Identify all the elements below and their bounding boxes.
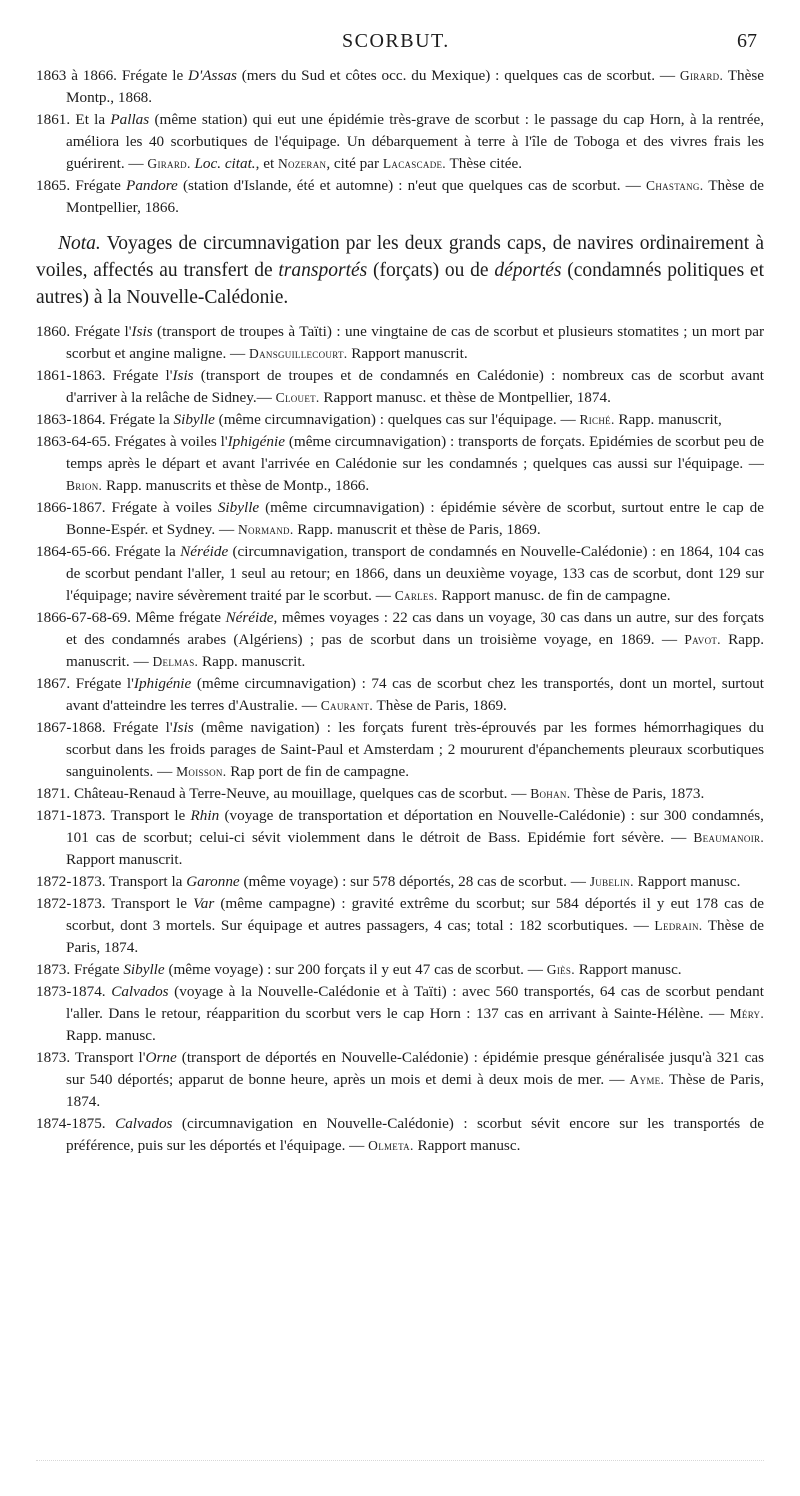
entry-text: Frégate l' xyxy=(112,367,173,384)
entry-text: Rapport manusc. xyxy=(633,873,741,890)
ship-name: Pandore xyxy=(126,177,178,194)
entry-text: Rapport manuscrit. xyxy=(66,851,183,868)
author-name: Giès. xyxy=(546,962,575,977)
ship-name: Isis xyxy=(172,367,194,384)
entry-paragraph xyxy=(36,1113,764,1157)
entry-year: 1873. xyxy=(36,1049,71,1066)
entry-year: 1871-1873. xyxy=(36,807,106,824)
author-name: Clouet. xyxy=(275,390,320,405)
entry-paragraph xyxy=(36,175,764,219)
entry-year: 1864-65-66. xyxy=(36,543,111,560)
entry-year: 1871. xyxy=(36,785,71,802)
entry-text: Transport le xyxy=(110,807,191,824)
ship-name: Orne xyxy=(145,1049,177,1066)
ship-name: Iphigénie xyxy=(227,433,285,450)
entry-paragraph xyxy=(36,893,764,959)
entry-text: (mers du Sud et côtes occ. du Mexique) : quelques cas de scorbut. — xyxy=(236,67,680,84)
entry-text: (même circumnavigation) : quelques cas sur l'équipage. — xyxy=(214,411,580,428)
entry-paragraph xyxy=(36,607,764,673)
nota-paragraph xyxy=(36,230,764,311)
page-number: 67 xyxy=(737,30,757,52)
entry-text: (même circumnavigation) : épidémie sévère de scorbut, surtout entre le cap de Bonne-Espér. et Sydney. — xyxy=(66,499,765,538)
author-name: Olmeta. xyxy=(368,1138,414,1153)
entry-text: (condamnés politiques et autres) à la Nouvelle-Calédonie. xyxy=(36,260,765,308)
author-name: Ledrain. xyxy=(654,918,703,933)
entry-text: Rapp. manuscrit et thèse de Paris, 1869. xyxy=(293,521,541,538)
author-name: Beaumanoir. xyxy=(693,830,764,845)
ship-name: Sibylle xyxy=(123,961,165,978)
entry-year: 1866-1867. xyxy=(36,499,106,516)
entry-text: Rapp. manusc. xyxy=(66,1027,156,1044)
entry-year: 1873-1874. xyxy=(36,983,106,1000)
entry-text: Frégate à voiles xyxy=(111,499,218,516)
entry-year: 1874-1875. xyxy=(36,1115,106,1132)
entry-text: (circumnavigation en Nouvelle-Calédonie) : scorbut sévit encore sur les transportés de préférence, puis sur les déportés et l'équipage. — xyxy=(66,1115,765,1154)
nota-text xyxy=(36,233,764,308)
author-name: Caurant. xyxy=(320,698,373,713)
ship-name: Sibylle xyxy=(173,411,215,428)
entry-text: (voyage de transportation et déportation en Nouvelle-Calédonie) : sur 300 condamnés, 101 cas de scorbut; celui-ci sévit violemment dans le détroit de Bass. Epidémie fort sévère. — xyxy=(66,807,764,846)
ship-name: Calvados xyxy=(111,983,169,1000)
entry-text: (circumnavigation, transport de condamnés en Nouvelle-Calédonie) : en 1864, 104 cas de scorbut pendant l'aller, 1 seul au retour; en 1866, dans un deuxième voyage, 133 cas de scorbut, dont 129 sur l'équipage; navire sévèrement traité par le scorbut. — xyxy=(66,543,764,604)
entry-text: Frégate l' xyxy=(75,675,134,692)
entry-text: Frégate l' xyxy=(112,719,173,736)
entry-text: Rapp. manuscrit. — xyxy=(66,631,764,670)
entry-text: Thèse citée. xyxy=(445,155,523,172)
entry-paragraph xyxy=(36,871,764,893)
page-body xyxy=(36,65,764,1157)
entry-year: 1863-64-65. xyxy=(36,433,111,450)
entry-paragraph xyxy=(36,65,764,109)
entry-text: (transport de troupes et de condamnés en Calédonie) : nombreux cas de scorbut avant d'arriver à la relâche de Sidney.— xyxy=(66,367,765,406)
entry-text: (même voyage) : sur 200 forçats il y eut 47 cas de scorbut. — xyxy=(164,961,547,978)
entry-text: Rapp. manuscrit. xyxy=(198,653,306,670)
entry-paragraph xyxy=(36,981,764,1047)
entry-text: Frégate le xyxy=(121,67,189,84)
entry-text: Thèse de Montpellier, 1866. xyxy=(66,177,765,216)
entry-year: 1867-1868. xyxy=(36,719,106,736)
author-name: Normand. xyxy=(237,522,294,537)
entry-text: (même circumnavigation) : transports de forçats. Epidémies de scorbut peu de temps après le départ et avant l'arrivée en Calédonie sur les condamnés ; quelques cas aussi sur l'équipage. — xyxy=(66,433,764,472)
author-name: Dansguillecourt. xyxy=(249,346,348,361)
author-name: Brion. xyxy=(66,478,103,493)
entry-paragraph xyxy=(36,497,764,541)
entry-year: 1872-1873. xyxy=(36,873,106,890)
ship-name: Néréide xyxy=(180,543,229,560)
entry-text: , cité par xyxy=(326,155,383,172)
author-name: Riché. xyxy=(579,412,615,427)
entry-text: Transport le xyxy=(111,895,194,912)
author-name: Jubelin. xyxy=(589,874,634,889)
entry-text: Frégate l' xyxy=(74,323,132,340)
entry-text: (transport de déportés en Nouvelle-Calédonie) : épidémie presque généralisée jusqu'à 321 cas sur 540 déportés; apparut de bonne heure, après un mois et demi à deux mois de mer. — xyxy=(66,1049,764,1088)
author-name: Méry. xyxy=(729,1006,764,1021)
entry-year: 1865. xyxy=(36,177,71,194)
entry-text: Thèse de Paris, 1873. xyxy=(570,785,705,802)
entry-text: Voyages de circumnavigation par les deux grands caps, de navires ordinairement à voiles, affectés au transfert de xyxy=(36,233,764,281)
running-title: SCORBUT. xyxy=(342,30,450,52)
entry-text: Frégate xyxy=(75,177,127,194)
ship-name: déportés xyxy=(494,260,562,281)
ship-name: Sibylle xyxy=(217,499,260,516)
entry-text: Frégate la xyxy=(114,543,181,560)
entry-text: (même voyage) : sur 578 déportés, 28 cas de scorbut. — xyxy=(239,873,590,890)
author-name: Nozeran xyxy=(277,156,327,171)
entry-paragraph xyxy=(36,109,764,175)
entry-text: Transport la xyxy=(109,873,187,890)
entry-text: Rap port de fin de campagne. xyxy=(226,763,410,780)
entry-year: 1863 à 1866. xyxy=(36,67,117,84)
author-name: Moisson. xyxy=(176,764,227,779)
entry-paragraph xyxy=(36,805,764,871)
author-name: Girard. xyxy=(147,156,191,171)
entry-text: Et la xyxy=(75,111,111,128)
ship-name: D'Assas xyxy=(188,67,237,84)
entries-list-top xyxy=(36,65,764,219)
ship-name: Var xyxy=(193,895,215,912)
author-name: Bohan. xyxy=(530,786,571,801)
entry-year: 1863-1864. xyxy=(36,411,106,428)
entry-paragraph xyxy=(36,409,764,431)
entry-paragraph xyxy=(36,717,764,783)
entry-paragraph xyxy=(36,541,764,607)
entry-year: 1873. xyxy=(36,961,71,978)
entry-year: 1867. xyxy=(36,675,71,692)
entry-text: (transport de troupes à Taïti) : une vingtaine de cas de scorbut et plusieurs stomatites ; un mort par scorbut et angine maligne. — xyxy=(66,323,765,362)
entry-text: Rapport manuscrit. xyxy=(347,345,468,362)
entry-text: Frégates à voiles l' xyxy=(114,433,228,450)
entry-year: 1872-1873. xyxy=(36,895,106,912)
running-header xyxy=(0,30,800,56)
entry-year: 1861. xyxy=(36,111,71,128)
entry-text: Rapport manusc. et thèse de Montpellier, 1874. xyxy=(319,389,611,406)
entry-paragraph xyxy=(36,431,764,497)
entry-text: Château-Renaud à Terre-Neuve, au mouillage, quelques cas de scorbut. — xyxy=(73,785,531,802)
ship-name: Isis xyxy=(131,323,153,340)
entry-text: (station d'Islande, été et automne) : n'eut que quelques cas de scorbut. — xyxy=(177,177,647,194)
entries-list-bottom xyxy=(36,321,764,1157)
author-name: Ayme. xyxy=(629,1072,665,1087)
entry-text: , mêmes voyages : 22 cas dans un voyage, 30 cas dans un autre, sur des forçats et des condamnés arabes (Algériens) ; pas de scorbut dans un troisième voyage, en 1869. — xyxy=(66,609,764,648)
ship-name: transportés xyxy=(278,260,368,281)
nota-label: Nota. xyxy=(58,233,101,254)
ship-name: Calvados xyxy=(115,1115,173,1132)
author-name: Carles. xyxy=(394,588,438,603)
author-name: Chastang. xyxy=(646,178,704,193)
entry-text: Rapport manusc. de fin de campagne. xyxy=(437,587,671,604)
entry-text: Frégate la xyxy=(109,411,174,428)
footer-rule xyxy=(36,1460,764,1461)
entry-text: Rapport manusc. xyxy=(574,961,682,978)
entry-paragraph xyxy=(36,959,764,981)
entry-paragraph xyxy=(36,783,764,805)
entry-paragraph xyxy=(36,1047,764,1113)
entry-text: (même station) qui eut une épidémie très-grave de scorbut : le passage du cap Horn, à la rentrée, améliora les 40 scorbutiques de l'équipage. Un débarquement à terre à l'île de Toboga et des vivres frais les guérirent. — xyxy=(66,111,764,172)
entry-text: Même frégate xyxy=(135,609,226,626)
entry-text: Rapp. manuscrits et thèse de Montp., 1866. xyxy=(102,477,370,494)
ship-name: Garonne xyxy=(186,873,240,890)
ship-name: Isis xyxy=(172,719,194,736)
entry-text: (voyage à la Nouvelle-Calédonie et à Taïti) : avec 560 transportés, 64 cas de scorbut pendant l'aller. Dans le retour, réapparition du scorbut vers le cap Horn : 137 cas en arrivant à Sainte-Hélène. — xyxy=(66,983,764,1022)
entry-text: Transport l' xyxy=(74,1049,146,1066)
entry-text: (même campagne) : gravité extrême du scorbut; sur 584 déportés il y eut 178 cas de scorbut, dont 3 mortels. Sur équipage et autres passagers, 4 cas; total : 182 scorbutiques. — xyxy=(66,895,764,934)
entry-paragraph xyxy=(36,365,764,409)
entry-year: 1860. xyxy=(36,323,71,340)
ship-name: Iphigénie xyxy=(133,675,192,692)
entry-text: , et xyxy=(255,155,278,172)
entry-text: Thèse de Paris, 1869. xyxy=(373,697,507,714)
entry-text: Rapport manusc. xyxy=(413,1137,521,1154)
entry-text: (forçats) ou de xyxy=(367,260,495,281)
author-name: Lacascade. xyxy=(382,156,446,171)
entry-text: Frégate xyxy=(73,961,124,978)
entry-text: (même circumnavigation) : 74 cas de scorbut chez les transportés, dont un mortel, surtout avant d'atteindre les terres d'Australie. — xyxy=(66,675,764,714)
entry-paragraph xyxy=(36,673,764,717)
entry-text: Thèse de Paris, 1874. xyxy=(66,1071,764,1110)
author-name: Pavot. xyxy=(684,632,721,647)
ship-name: Pallas xyxy=(110,111,150,128)
author-name: Girard. xyxy=(679,68,724,83)
ship-name: Néréide xyxy=(225,609,274,626)
entry-text: Thèse de Paris, 1874. xyxy=(66,917,764,956)
entry-year: 1861-1863. xyxy=(36,367,106,384)
entry-text: (même navigation) : les forçats furent très-éprouvés par les formes hémorrhagiques du scorbut dans les froids parages de Saint-Paul et Amsterdam ; 2 moururent d'épanchements pleuraux scorbutiques sanguinolents. — xyxy=(66,719,764,780)
ship-name: Rhin xyxy=(190,807,220,824)
entry-text: Rapp. manuscrit, xyxy=(614,411,722,428)
entry-text: Thèse Montp., 1868. xyxy=(66,67,764,106)
entry-year: 1866-67-68-69. xyxy=(36,609,131,626)
entry-paragraph xyxy=(36,321,764,365)
ship-name: Loc. citat. xyxy=(194,155,256,172)
author-name: Delmas. xyxy=(152,654,199,669)
